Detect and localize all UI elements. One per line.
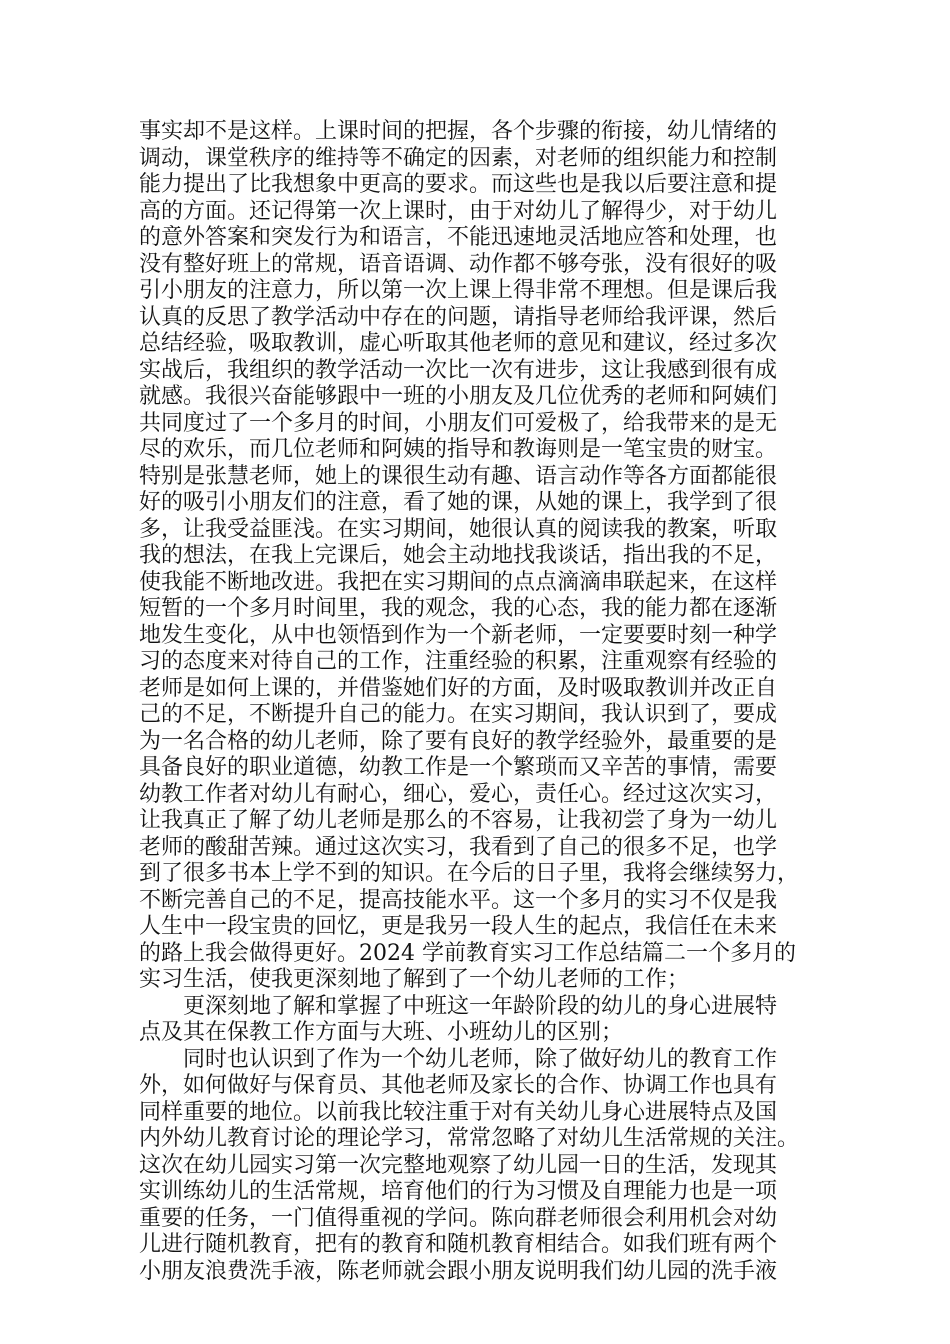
text-line: 不断完善自己的不足，提高技能水平。这一个多月的实习不仅是我	[139, 887, 778, 913]
text-line: 更深刻地了解和掌握了中班这一年龄阶段的幼儿的身心进展特	[183, 993, 778, 1019]
text-line: 实战后，我组织的教学活动一次比一次有进步，这让我感到很有成	[139, 357, 778, 383]
document-body	[139, 119, 811, 1285]
text-line: 实习生活，使我更深刻地了解到了一个幼儿老师的工作；	[139, 967, 690, 992]
text-line: 调动，课堂秩序的维持等不确定的因素，对老师的组织能力和控制	[139, 145, 778, 171]
text-line: 认真的反思了教学活动中存在的问题，请指导老师给我评课，然后	[139, 304, 778, 330]
text-line: 没有整好班上的常规，语音语调、动作都不够夸张，没有很好的吸	[139, 251, 778, 277]
text-line: 外，如何做好与保育员、其他老师及家长的合作、协调工作也具有	[139, 1073, 778, 1098]
text-line: 使我能不断地改进。我把在实习期间的点点滴滴串联起来，在这样	[139, 569, 778, 595]
text-line: 能力提出了比我想象中更高的要求。而这些也是我以后要注意和提	[139, 172, 778, 197]
text-line: 高的方面。还记得第一次上课时，由于对幼儿了解得少，对于幼儿	[139, 198, 778, 224]
text-line: 短暂的一个多月时间里，我的观念，我的心态，我的能力都在逐渐	[139, 596, 778, 621]
text-line: 小朋友浪费洗手液，陈老师就会跟小朋友说明我们幼儿园的洗手液	[139, 1258, 778, 1284]
text-line: 幼教工作者对幼儿有耐心，细心，爱心，责任心。经过这次实习，	[139, 781, 778, 807]
text-line: 老师的酸甜苦辣。通过这次实习，我看到了自己的很多不足，也学	[139, 834, 778, 860]
text-line: 好的吸引小朋友们的注意，看了她的课，从她的课上，我学到了很	[139, 490, 778, 515]
text-line: 实训练幼儿的生活常规，培育他们的行为习惯及自理能力也是一项	[139, 1179, 778, 1204]
text-line: 点及其在保教工作方面与大班、小班幼儿的区别；	[139, 1020, 624, 1045]
text-line: 让我真正了解了幼儿老师是那么的不容易，让我初尝了身为一幼儿	[139, 808, 778, 833]
text-line: 到了很多书本上学不到的知识。在今后的日子里，我将会继续努力，	[139, 861, 800, 886]
text-line: 共同度过了一个多月的时间，小朋友们可爱极了，给我带来的是无	[139, 410, 778, 436]
text-line: 内外幼儿教育讨论的理论学习，常常忽略了对幼儿生活常规的关注。	[139, 1126, 800, 1151]
text-line: 同时也认识到了作为一个幼儿老师，除了做好幼儿的教育工作	[183, 1046, 778, 1072]
text-line: 老师是如何上课的，并借鉴她们好的方面，及时吸取教训并改正自	[139, 675, 778, 701]
text-line: 我的想法，在我上完课后，她会主动地找我谈话，指出我的不足，	[139, 543, 778, 568]
text-line: 这次在幼儿园实习第一次完整地观察了幼儿园一日的生活，发现其	[139, 1152, 778, 1178]
text-line: 己的不足，不断提升自己的能力。在实习期间，我认识到了，要成	[139, 702, 778, 727]
text-line: 特别是张慧老师，她上的课很生动有趣、语言动作等各方面都能很	[139, 463, 778, 489]
text-line: 同样重要的地位。以前我比较注重于对有关幼儿身心进展特点及国	[139, 1099, 778, 1125]
text-line: 习的态度来对待自己的工作，注重经验的积累，注重观察有经验的	[139, 649, 778, 674]
text-line: 重要的任务，一门值得重视的学问。陈向群老师很会利用机会对幼	[139, 1205, 778, 1231]
text-line: 总结经验，吸取教训，虚心听取其他老师的意见和建议，经过多次	[139, 331, 778, 356]
text-line: 的意外答案和突发行为和语言，不能迅速地灵活地应答和处理，也	[139, 225, 778, 250]
text-line: 引小朋友的注意力，所以第一次上课上得非常不理想。但是课后我	[139, 278, 778, 303]
text-line: 事实却不是这样。上课时间的把握，各个步骤的衔接，幼儿情绪的	[139, 119, 778, 144]
text-line: 地发生变化，从中也领悟到作为一个新老师，一定要要时刻一种学	[139, 622, 778, 648]
text-line: 儿进行随机教育，把有的教育和随机教育相结合。如我们班有两个	[139, 1232, 778, 1257]
text-line: 尽的欢乐，而几位老师和阿姨的指导和教诲则是一笔宝贵的财宝。	[139, 437, 778, 462]
text-line: 就感。我很兴奋能够跟中一班的小朋友及几位优秀的老师和阿姨们	[139, 384, 778, 409]
text-line: 人生中一段宝贵的回忆，更是我另一段人生的起点，我信任在未来	[139, 914, 778, 939]
text-line: 具备良好的职业道德，幼教工作是一个繁琐而又辛苦的事情，需要	[139, 755, 778, 780]
text-line: 为一名合格的幼儿老师，除了要有良好的教学经验外，最重要的是	[139, 728, 778, 754]
text-line: 多，让我受益匪浅。在实习期间，她很认真的阅读我的教案，听取	[139, 516, 778, 542]
text-line: 的路上我会做得更好。2024 学前教育实习工作总结篇二一个多月的	[139, 940, 796, 966]
